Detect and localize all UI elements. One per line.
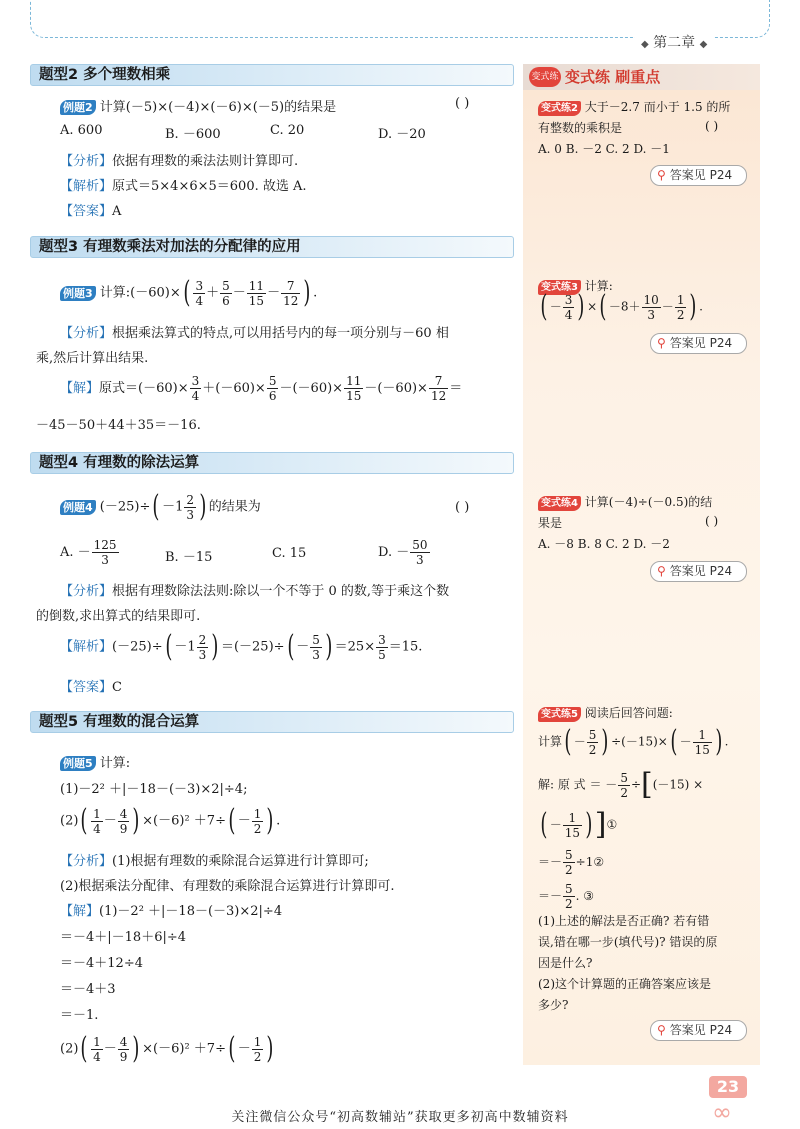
- variant-5-sol: 解: 原 式 ＝ － $\frac{5}{2}$ ÷[(－15) ×: [538, 767, 704, 802]
- answer-paren: ( ): [455, 500, 470, 515]
- option-a: A. － $\frac{125}{3}$: [60, 538, 117, 567]
- pin-icon: ⚲: [657, 564, 666, 578]
- variant-3: 变式练3 计算:: [538, 277, 613, 295]
- example-4: 例题4 (－25)÷( －1 $\frac{2}{3}$ ) 的结果为: [60, 492, 261, 522]
- answer-paren: ( ): [705, 119, 719, 133]
- sidebar-title: 变式练 刷重点: [565, 68, 661, 86]
- variant-5-step: ＝－ $\frac{5}{2}$ . ③: [538, 882, 595, 911]
- variant-tag: 变式练3: [538, 280, 581, 295]
- answer-ref-button[interactable]: ⚲ 答案见 P24: [650, 1020, 747, 1041]
- example-5: 例题5 计算:: [60, 752, 130, 771]
- answer-ref-button[interactable]: ⚲ 答案见 P24: [650, 561, 747, 582]
- section-title-t2: 题型2 多个理数相乘: [30, 64, 514, 86]
- page-number: 23: [709, 1076, 747, 1098]
- step: ＝－1.: [60, 1008, 99, 1023]
- example-tag: 例题5: [60, 756, 96, 771]
- option-a: A. 600: [60, 123, 103, 138]
- variant-5-step: ＝－ $\frac{5}{2}$ ÷1②: [538, 848, 605, 877]
- variant-5-expr: 计算( － $\frac{5}{2}$ ) ÷(－15)×( － $\frac{1}{15}$ ) .: [538, 724, 729, 759]
- option-b: B. －600: [165, 127, 221, 142]
- section-title-t4: 题型4 有理数的除法运算: [30, 452, 514, 474]
- answer-key: 【答案】C: [60, 680, 122, 695]
- option-b: B. －15: [165, 550, 213, 565]
- variant-5-sol-cont: ( － $\frac{1}{15}$ )]①: [540, 807, 618, 842]
- solution-2: (2)( $\frac{1}{4}$ － $\frac{4}{9}$ ) ×(－6)² ＋7÷( － $\frac{1}{2}$ ): [60, 1031, 274, 1066]
- example-tag: 例题3: [60, 286, 96, 301]
- sidebar-header: [523, 64, 760, 90]
- answer-ref-button[interactable]: ⚲ 答案见 P24: [650, 165, 747, 186]
- analysis-cont: 乘,然后计算出结果.: [36, 351, 149, 366]
- solution: 【解析】原式＝5×4×6×5＝600. 故选 A.: [60, 179, 307, 194]
- variant-5: 变式练5 阅读后回答问题:: [538, 704, 673, 722]
- variant-tag: 变式练2: [538, 101, 581, 116]
- variant-2-cont: 有整数的乘积是: [538, 121, 623, 135]
- pin-icon: ⚲: [657, 168, 666, 182]
- question-text: (1)上述的解法是否正确? 若有错: [538, 914, 710, 928]
- analysis: 【分析】依据有理数的乘法法则计算即可.: [60, 154, 299, 169]
- option-c: C. 15: [272, 546, 307, 561]
- variant-3-expr: ( － $\frac{3}{4}$ ) ×( －8＋ $\frac{10}{3}$ － $\frac{1}{2}$ ) .: [540, 289, 703, 324]
- answer-paren: ( ): [705, 514, 719, 528]
- solution-cont: －45－50＋44＋35＝－16.: [36, 418, 201, 433]
- sidebar-logo: 变式练: [529, 67, 561, 87]
- option-d: D. －20: [378, 127, 426, 142]
- answer-paren: ( ): [455, 96, 470, 111]
- question-text: 因是什么?: [538, 956, 593, 970]
- example-tag: 例题4: [60, 500, 96, 515]
- analysis: 【分析】(1)根据有理数的乘除混合运算进行计算即可;: [60, 854, 369, 869]
- variant-tag: 变式练4: [538, 496, 581, 511]
- step: ＝－4＋3: [60, 982, 116, 997]
- variant-4-cont: 果是: [538, 516, 563, 530]
- variant-tag: 变式练5: [538, 707, 581, 722]
- solution: 【解析】(－25)÷( －1 $\frac{2}{3}$ ) ＝(－25)÷( － $\frac{5}{3}$ ) ＝25× $\frac{3}{5}$ ＝15.: [60, 629, 423, 664]
- section-title-t5: 题型5 有理数的混合运算: [30, 711, 514, 733]
- example-3: 例题3 计算:(－60)×( $\frac{3}{4}$ ＋ $\frac{5}{6}$ － $\frac{11}{15}$ － $\frac{7}{12}$ ) .: [60, 278, 317, 308]
- variant-2-options: A. 0 B. －2 C. 2 D. －1: [538, 142, 670, 156]
- section-title-t3: 题型3 有理数乘法对加法的分配律的应用: [30, 236, 514, 258]
- analysis-cont: 的倒数,求出算式的结果即可.: [36, 609, 201, 624]
- variant-4-options: A. －8 B. 8 C. 2 D. －2: [538, 537, 670, 551]
- option-c: C. 20: [270, 123, 305, 138]
- pin-icon: ⚲: [657, 336, 666, 350]
- analysis-cont: (2)根据乘法分配律、有理数的乘除混合运算进行计算即可.: [60, 879, 395, 894]
- answer-key: 【答案】A: [60, 204, 122, 219]
- chapter-label: ◆ 第二章 ◆: [635, 32, 713, 52]
- pin-icon: ⚲: [657, 1023, 666, 1037]
- problem-1: (1)－2² ＋|－18－(－3)×2|÷4;: [60, 782, 248, 797]
- option-d: D. － $\frac{50}{3}$: [378, 538, 428, 567]
- analysis: 【分析】根据乘法算式的特点,可以用括号内的每一项分别与－60 相: [60, 326, 449, 341]
- question-text: 误,错在哪一步(填代号)? 错误的原: [538, 935, 718, 949]
- analysis: 【分析】根据有理数除法法则:除以一个不等于 0 的数,等于乘这个数: [60, 584, 450, 599]
- solution: 【解】(1)－2² ＋|－18－(－3)×2|÷4: [60, 904, 283, 919]
- solution: 【解】原式＝(－60)× $\frac{3}{4}$ ＋(－60)× $\frac{5}{6}$ －(－60)× $\frac{11}{15}$ －(－60)× $\frac{7}{12}$ ＝: [60, 374, 463, 403]
- answer-ref-button[interactable]: ⚲ 答案见 P24: [650, 333, 747, 354]
- example-text: 计算(－5)×(－4)×(－6)×(－5)的结果是: [99, 100, 337, 115]
- problem-2: (2)( $\frac{1}{4}$ － $\frac{4}{9}$ ) ×(－6)² ＋7÷( － $\frac{1}{2}$ ) .: [60, 803, 281, 838]
- example-2: [60, 96, 336, 115]
- chapter-title: 第二章: [653, 35, 696, 51]
- step: ＝－4＋|－18＋6|÷4: [60, 930, 187, 945]
- variant-2: 变式练2 大于－2.7 而小于 1.5 的所: [538, 98, 730, 116]
- footer-note: 关注微信公众号“初高数辅站”获取更多初高中数辅资料: [231, 1110, 569, 1125]
- example-tag: 例题2: [60, 100, 96, 115]
- question-text: (2)这个计算题的正确答案应该是: [538, 977, 711, 991]
- variant-4: 变式练4 计算(－4)÷(－0.5)的结: [538, 493, 712, 511]
- step: ＝－4＋12÷4: [60, 956, 143, 971]
- question-text: 多少?: [538, 998, 569, 1012]
- infinity-icon: ∞: [712, 1098, 732, 1126]
